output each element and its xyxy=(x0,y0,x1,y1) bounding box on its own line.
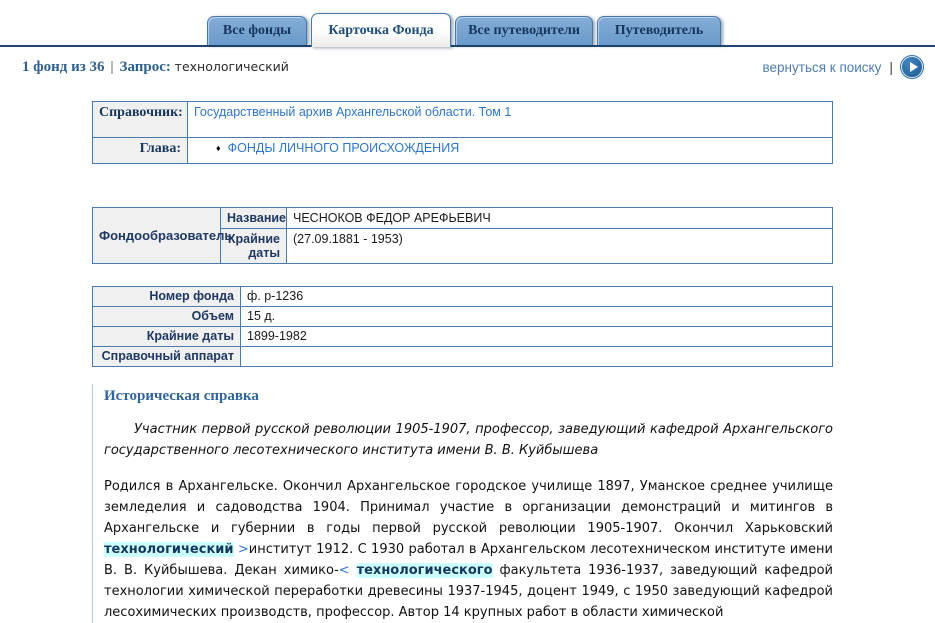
reference-apparatus-value xyxy=(241,347,833,367)
volume-value: 15 д. xyxy=(241,307,833,327)
separator: | xyxy=(889,59,893,75)
fond-number-label: Номер фонда xyxy=(93,287,241,307)
prev-occurrence-link[interactable]: < xyxy=(338,563,350,578)
guide-link[interactable]: Государственный архив Архангельской области. Том 1 xyxy=(194,105,512,119)
text-segment: факультета 1936-1937, заведующий кафедрой технологии химической переработки древесины 1937-1945, доцент 1949, с 1950 заведующий кафедрой лесохимических производств, профессор. Автор 14 крупных работ в области химической xyxy=(104,563,833,620)
table-row xyxy=(93,138,833,164)
section-title: Историческая справка xyxy=(104,388,259,404)
reference-label: Справочник: xyxy=(93,102,188,138)
query-label: Запрос: xyxy=(119,58,171,75)
table-row xyxy=(93,287,833,307)
date-range-value: 1899-1982 xyxy=(241,327,833,347)
creator-table xyxy=(92,207,833,264)
back-to-search-link[interactable]: вернуться к поиску xyxy=(762,59,882,75)
next-occurrence-link[interactable]: > xyxy=(237,542,249,557)
table-row xyxy=(93,208,833,229)
next-result-button[interactable] xyxy=(901,56,923,78)
creator-dates-value: (27.09.1881 - 1953) xyxy=(287,229,833,264)
tab-bar xyxy=(0,0,935,47)
creator-group-label: Фондообразователь xyxy=(93,208,221,264)
result-summary xyxy=(22,59,289,76)
fond-number-value: ф. р-1236 xyxy=(241,287,833,307)
result-count: 1 фонд из 36 xyxy=(22,58,105,75)
text-segment: институт 1912. С 1930 работал в Архангельском лесотехническом институте имени В. В. Куйбышева. Декан химико- xyxy=(104,542,833,578)
search-hit: технологический xyxy=(104,542,234,557)
reference-apparatus-label: Справочный аппарат xyxy=(93,347,241,367)
result-bar xyxy=(0,47,935,85)
lead-paragraph: Участник первой русской революции 1905-1907, профессор, заведующий кафедрой Архангельского государственного лесотехнического института имени В. В. Куйбышева xyxy=(104,422,833,458)
creator-dates-label: Крайние даты xyxy=(221,229,287,264)
historical-note-section xyxy=(92,384,833,623)
details-table xyxy=(92,286,833,367)
table-row xyxy=(93,347,833,367)
volume-label: Объем xyxy=(93,307,241,327)
query-value: технологический xyxy=(174,58,289,74)
table-row xyxy=(93,307,833,327)
table-row xyxy=(93,327,833,347)
tab-all-fonds[interactable]: Все фонды xyxy=(207,16,307,45)
reference-value-cell xyxy=(188,102,833,138)
chapter-link[interactable]: ФОНДЫ ЛИЧНОГО ПРОИСХОЖДЕНИЯ xyxy=(227,141,460,155)
creator-name-value: ЧЕСНОКОВ ФЕДОР АРЕФЬЕВИЧ xyxy=(287,208,833,229)
tab-guide[interactable]: Путеводитель xyxy=(597,16,721,45)
play-arrow-icon xyxy=(910,62,918,72)
search-hit: технологического xyxy=(356,563,493,578)
separator: | xyxy=(110,58,114,75)
fond-card-content xyxy=(92,101,833,623)
reference-table xyxy=(92,101,833,164)
tab-fond-card[interactable]: Карточка Фонда xyxy=(311,13,451,47)
chapter-value-cell xyxy=(188,138,833,164)
tab-all-guides[interactable]: Все путеводители xyxy=(455,16,593,45)
table-row xyxy=(93,102,833,138)
creator-name-label: Название xyxy=(221,208,287,229)
text-segment: Родился в Архангельске. Окончил Архангельское городское училище 1897, Уманское среднее училище земледелия и садоводства 1904. Принимал участие в организации демонстраций и митингов в Архангельске и губернии в годы первой русской революции 1905-1907. Окончил Харьковский xyxy=(104,479,833,536)
result-actions xyxy=(763,56,923,78)
diamond-bullet-icon: ♦ xyxy=(216,143,221,153)
chapter-label: Глава: xyxy=(93,138,188,164)
date-range-label: Крайние даты xyxy=(93,327,241,347)
body-paragraph xyxy=(104,476,833,623)
